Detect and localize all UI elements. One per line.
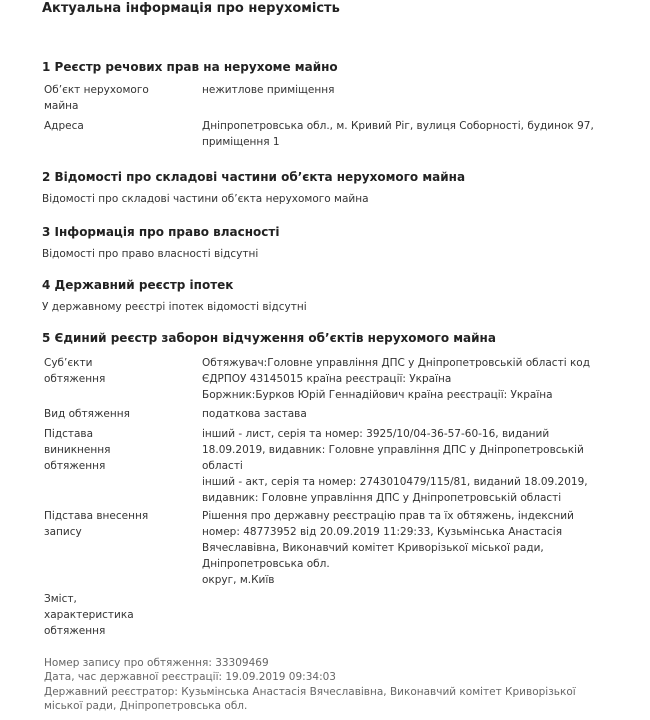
kind-label: Вид обтяження xyxy=(44,408,130,420)
section-2-title: 2 Відомості про складові частини об’єкта нерухомого майна xyxy=(42,170,466,184)
basis-line: 18.09.2019, видавник: Головне управління ДПС у Дніпропетровській xyxy=(202,444,584,456)
basis-value xyxy=(202,426,612,506)
page-title: Актуальна інформація про нерухомість xyxy=(42,1,340,16)
address-line: приміщення 1 xyxy=(202,136,280,148)
subjects-value xyxy=(202,355,612,403)
entry-basis-line: номер: 48773952 від 20.09.2019 11:29:33, Кузьмінська Анастасія xyxy=(202,526,563,538)
entry-basis-label: Підстава внесення запису xyxy=(44,510,149,538)
basis-line: інший - акт, серія та номер: 2743010479/115/81, виданий 18.09.2019, xyxy=(202,476,588,488)
basis-line: області xyxy=(202,460,243,472)
object-label: Об’єкт нерухомого майна xyxy=(44,84,149,112)
address-value xyxy=(202,118,612,150)
subjects-line: Боржник:Бурков Юрій Геннадійович країна реєстрації: Україна xyxy=(202,389,553,401)
entry-basis-value xyxy=(202,508,612,588)
registration-date: Дата, час державної реєстрації: 19.09.2019 09:34:03 xyxy=(44,671,336,683)
address-label: Адреса xyxy=(44,120,84,132)
kind-value: податкова застава xyxy=(202,408,307,420)
subjects-label: Суб’єкти обтяження xyxy=(44,357,106,385)
section-4-text: У державному реєстрі іпотек відомості відсутні xyxy=(42,301,307,313)
entry-basis-line: Вячеславівна, Виконавчий комітет Криворізької міської ради, xyxy=(202,542,544,554)
content-label: Зміст, характеристика обтяження xyxy=(44,593,134,637)
entry-basis-line: округ, м.Київ xyxy=(202,574,275,586)
basis-line: інший - лист, серія та номер: 3925/10/04-36-57-60-16, виданий xyxy=(202,428,550,440)
section-5-title: 5 Єдиний реєстр заборон відчуження об’єктів нерухомого майна xyxy=(42,331,496,345)
basis-label: Підстава виникнення обтяження xyxy=(44,428,111,472)
registrar: Державний реєстратор: Кузьмінська Анастасія Вячеславівна, Виконавчий комітет Криворізької міської ради, Дніпропетровська обл. xyxy=(44,686,576,712)
record-number: Номер запису про обтяження: 33309469 xyxy=(44,657,269,669)
section-2-text: Відомості про складові частини об’єкта нерухомого майна xyxy=(42,193,369,205)
section-1-title: 1 Реєстр речових прав на нерухоме майно xyxy=(42,60,338,74)
subjects-line: Обтяжувач:Головне управління ДПС у Дніпропетровській області код xyxy=(202,357,590,369)
section-3-text: Відомості про право власності відсутні xyxy=(42,248,259,260)
basis-line: видавник: Головне управління ДПС у Дніпропетровській області xyxy=(202,492,562,504)
object-value: нежитлове приміщення xyxy=(202,84,335,96)
address-line: Дніпропетровська обл., м. Кривий Ріг, вулиця Соборності, будинок 97, xyxy=(202,120,594,132)
section-3-title: 3 Інформація про право власності xyxy=(42,225,280,239)
section-4-title: 4 Державний реєстр іпотек xyxy=(42,278,234,292)
entry-basis-line: Рішення про державну реєстрацію прав та їх обтяжень, індексний xyxy=(202,510,574,522)
subjects-line: ЄДРПОУ 43145015 країна реєстрації: Україна xyxy=(202,373,452,385)
entry-basis-line: Дніпропетровська обл. xyxy=(202,558,330,570)
